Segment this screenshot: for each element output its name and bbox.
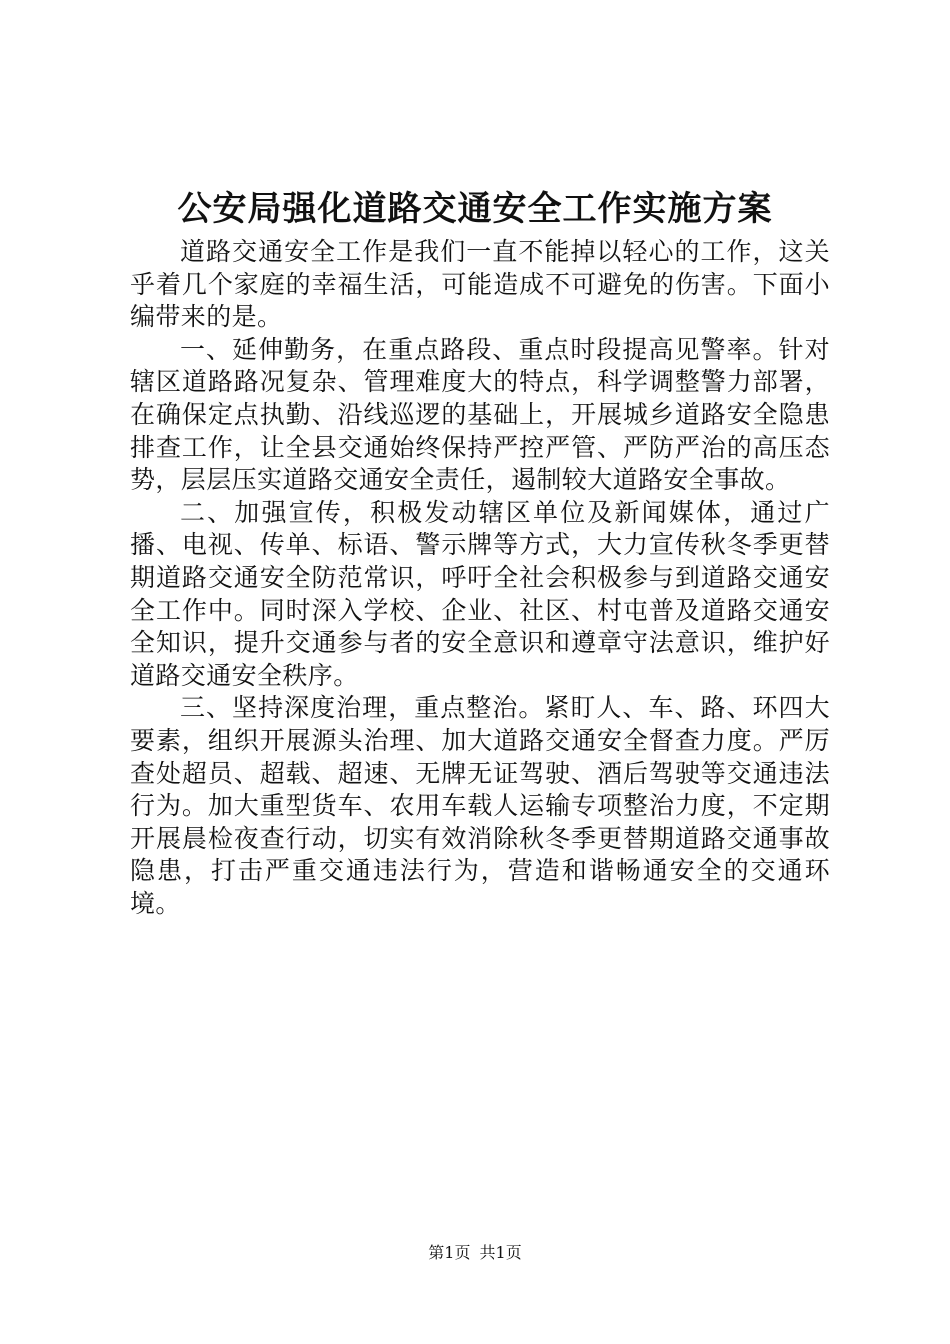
paragraph-intro: 道路交通安全工作是我们一直不能掉以轻心的工作，这关乎着几个家庭的幸福生活，可能造成不可避免的伤害。下面小编带来的是。 [130,237,830,332]
page-number: 第1页 [428,1243,471,1262]
page-total: 共1页 [479,1243,522,1262]
paragraph-section-1: 一、延伸勤务，在重点路段、重点时段提高见警率。针对辖区道路路况复杂、管理难度大的特点，科学调整警力部署，在确保定点执勤、沿线巡逻的基础上，开展城乡道路安全隐患排查工作，让全县交通始终保持严控严管、严防严治的高压态势，层层压实道路交通安全责任，遏制较大道路安全事故。 [130,334,830,495]
page-footer [0,1242,950,1264]
document-body [130,236,830,920]
paragraph-section-3: 三、坚持深度治理，重点整治。紧盯人、车、路、环四大要素，组织开展源头治理、加大道路交通安全督查力度。严厉查处超员、超载、超速、无牌无证驾驶、酒后驾驶等交通违法行为。加大重型货车、农用车载人运输专项整治力度，不定期开展晨检夜查行动，切实有效消除秋冬季更替期道路交通事故隐患，打击严重交通违法行为，营造和谐畅通安全的交通环境。 [130,693,830,918]
document-title: 公安局强化道路交通安全工作实施方案 [177,189,773,229]
paragraph-section-2: 二、加强宣传，积极发动辖区单位及新闻媒体，通过广播、电视、传单、标语、警示牌等方式，大力宣传秋冬季更替期道路交通安全防范常识，呼吁全社会积极参与到道路交通安全工作中。同时深入学校、企业、社区、村屯普及道路交通安全知识，提升交通参与者的安全意识和遵章守法意识，维护好道路交通安全秩序。 [130,497,830,690]
